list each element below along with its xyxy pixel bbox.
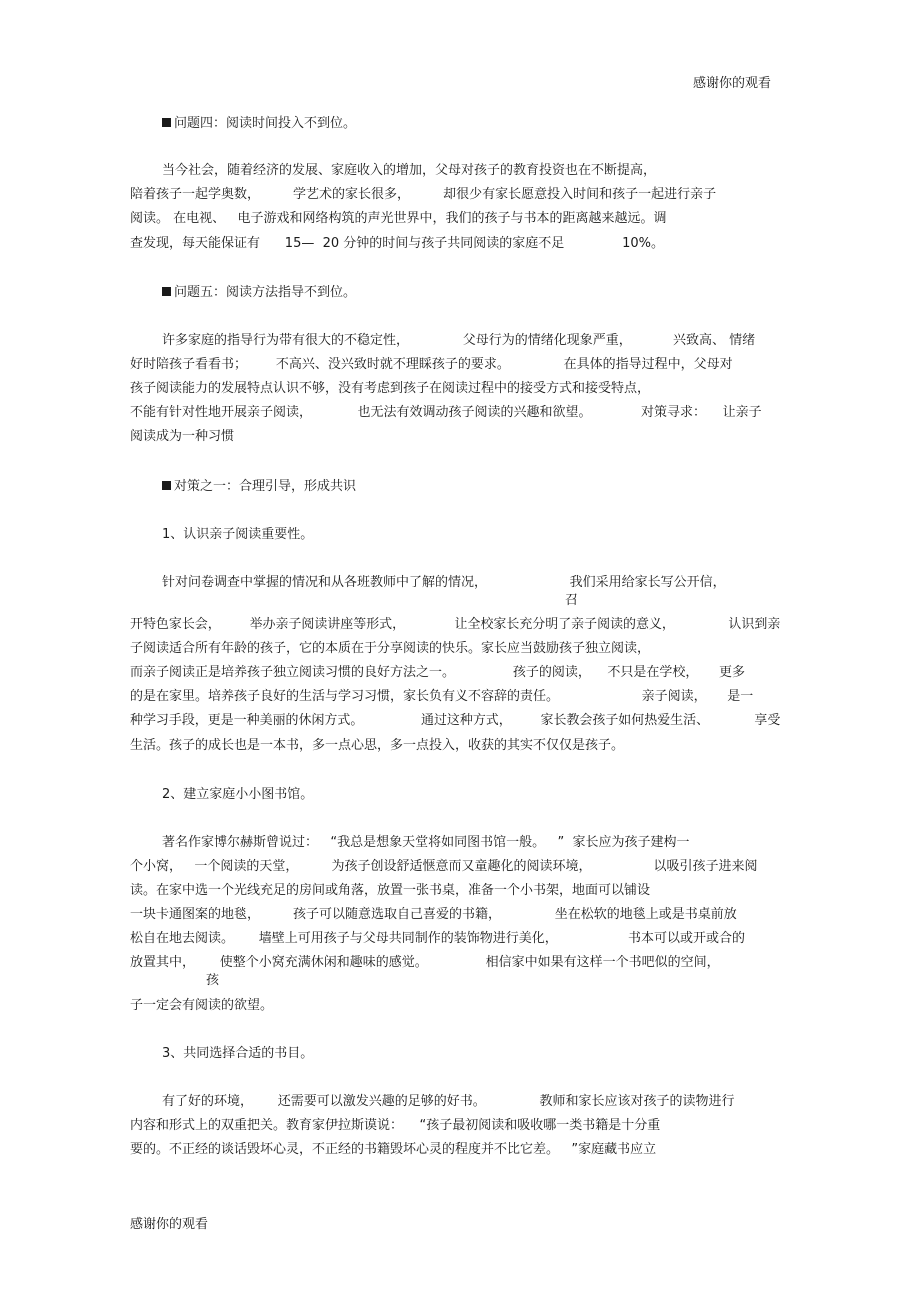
square-bullet-icon — [162, 118, 171, 127]
paragraph-line: 查发现，每天能保证有 15— 20 分钟的时间与孩子共同阅读的家庭不足 10%。 — [130, 236, 665, 251]
paragraph-line: 好时陪孩子看看书； 不高兴、没兴致时就不理睬孩子的要求。 在具体的指导过程中，父母对 — [130, 357, 733, 372]
paragraph-line: 有了好的环境， 还需要可以激发兴趣的足够的好书。 教师和家长应该对孩子的读物进行 — [162, 1094, 735, 1109]
paragraph-line: 松自在地去阅读。 墙壁上可用孩子与父母共同制作的装饰物进行美化， 书本可以或开或合的 — [130, 931, 746, 946]
paragraph-line: 生活。孩子的成长也是一本书，多一点心思，多一点投入，收获的其实不仅仅是孩子。 — [130, 738, 625, 753]
paragraph-line: 当今社会，随着经济的发展、家庭收入的增加，父母对孩子的教育投资也在不断提高， — [162, 163, 657, 178]
paragraph-line: 开特色家长会， 举办亲子阅读讲座等形式， 让全校家长充分明了亲子阅读的意义， 认识到亲 — [130, 617, 781, 632]
paragraph-line: 阅读成为一种习惯 — [130, 429, 235, 444]
paragraph-line: 的是在家里。培养孩子良好的生活与学习习惯，家长负有义不容辞的责任。 亲子阅读， 是一 — [130, 689, 754, 704]
paragraph-line: 针对问卷调查中掌握的情况和从各班教师中了解的情况， 我们采用给家长写公开信， — [162, 575, 726, 590]
paragraph-line: 阅读。 在电视、 电子游戏和网络构筑的声光世界中，我们的孩子与书本的距离越来越远。调 — [130, 211, 667, 226]
paragraph-line: 著名作家博尔赫斯曾说过： “我总是想象天堂将如同图书馆一般。 ” 家长应为孩子建构一 — [162, 835, 690, 850]
paragraph-line: 陪着孩子一起学奥数， 学艺术的家长很多， 却很少有家长愿意投入时间和孩子一起进行亲子 — [130, 187, 717, 202]
paragraph-line: 子一定会有阅读的欲望。 — [130, 998, 274, 1013]
paragraph-line: 孩 — [206, 973, 220, 988]
section-heading: 3、共同选择合适的书目。 — [162, 1046, 314, 1061]
square-bullet-icon — [162, 287, 171, 296]
paragraph-line: 孩子阅读能力的发展特点认识不够，没有考虑到孩子在阅读过程中的接受方式和接受特点， — [130, 381, 651, 396]
paragraph-line: 召 — [565, 593, 579, 608]
paragraph-line: 不能有针对性地开展亲子阅读， 也无法有效调动孩子阅读的兴趣和欲望。 对策寻求： 让亲子 — [130, 405, 762, 420]
paragraph-line: 内容和形式上的双重把关。教育家伊拉斯谟说： “孩子最初阅读和吸收哪一类书籍是十分重 — [130, 1118, 661, 1133]
paragraph-line: 许多家庭的指导行为带有很大的不稳定性， 父母行为的情绪化现象严重， 兴致高、 情绪 — [162, 333, 756, 348]
paragraph-line: 个小窝， 一个阅读的天堂， 为孩子创设舒适惬意而又童趣化的阅读环境， 以吸引孩子进来阅 — [130, 859, 758, 874]
paragraph-line: 子阅读适合所有年龄的孩子，它的本质在于分享阅读的快乐。家长应当鼓励孩子独立阅读， — [130, 641, 651, 656]
paragraph-line: 而亲子阅读正是培养孩子独立阅读习惯的良好方法之一。 孩子的阅读， 不只是在学校， 更多 — [130, 665, 746, 680]
heading-problem-4: 问题四：阅读时间投入不到位。 — [162, 115, 356, 133]
paragraph-line: 种学习手段，更是一种美丽的休闲方式。 通过这种方式， 家长教会孩子如何热爱生活、 享受 — [130, 713, 781, 728]
paragraph-line: 放置其中， 使整个小窝充满休闲和趣味的感觉。 相信家中如果有这样一个书吧似的空间， — [130, 955, 720, 970]
page-footer: 感谢你的观看 — [130, 1217, 209, 1232]
page-header: 感谢你的观看 — [693, 76, 772, 91]
paragraph-line: 读。在家中选一个光线充足的房间或角落，放置一张书桌，准备一个小书架，地面可以铺设 — [130, 883, 651, 898]
paragraph-line: 要的。不正经的谈话毁坏心灵，不正经的书籍毁坏心灵的程度并不比它差。 ”家庭藏书应立 — [130, 1142, 657, 1157]
heading-strategy-1: 对策之一：合理引导，形成共识 — [162, 478, 356, 496]
section-heading: 2、建立家庭小小图书馆。 — [162, 787, 314, 802]
section-heading: 1、认识亲子阅读重要性。 — [162, 527, 314, 542]
paragraph-line: 一块卡通图案的地毯， 孩子可以随意选取自己喜爱的书籍， 坐在松软的地毯上或是书桌前放 — [130, 907, 737, 922]
square-bullet-icon — [162, 481, 171, 490]
heading-problem-5: 问题五：阅读方法指导不到位。 — [162, 284, 356, 302]
